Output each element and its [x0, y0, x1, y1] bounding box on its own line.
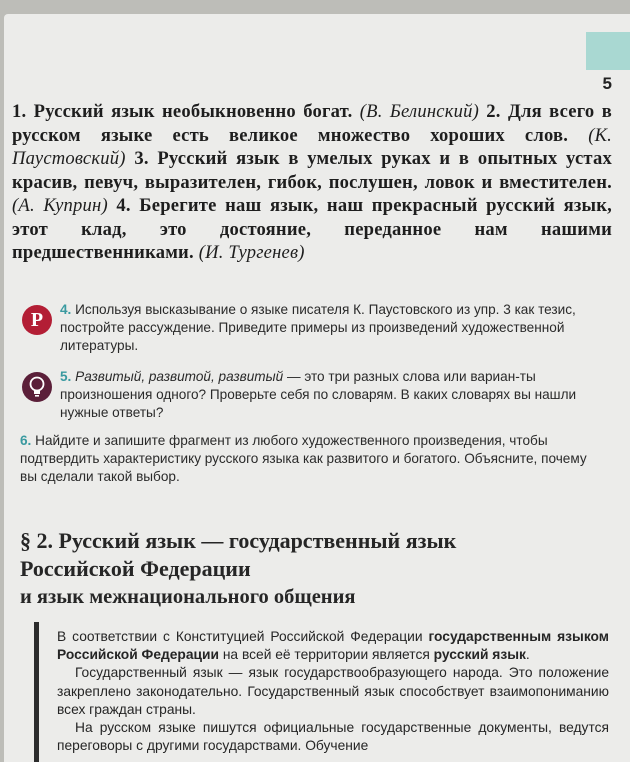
rule-paragraph-1	[57, 628, 609, 664]
task-6-text: Найдите и запишите фрагмент из любого художественного произведения, чтобы подтвердить характеристику русского языка как развитого и богатого. Объясните, почему вы сделали такой выбор.	[20, 433, 587, 484]
task-6-number: 6.	[20, 433, 32, 448]
quote-4: 4. Берегите наш язык, наш прекрасный русский язык, этот клад, это достояние, переданное нам нашими предшественниками.	[12, 195, 612, 263]
quotes-paragraph	[12, 100, 612, 265]
task-5-text: — это три разных слова или вариан-ты произношения одного? Проверьте себя по словарям. В каких словарях вы нашли нужные ответы?	[60, 369, 577, 420]
rule-paragraph-2: Государственный язык — язык государствообразующего народа. Это положение закреплено законодательно. Государственный язык способствует взаимопониманию всех граждан страны.	[57, 665, 609, 717]
rule-box	[34, 622, 609, 762]
task-4-number: 4.	[60, 302, 72, 317]
section-heading-line-3: и язык межнационального общения	[20, 586, 356, 608]
section-heading-line-1: § 2. Русский язык — государственный язык	[20, 528, 457, 553]
task-5-number: 5.	[60, 369, 72, 384]
quote-2: 2. Для всего в русском языке есть великое множество хороших слов.	[12, 101, 612, 146]
rule-text: на всей её территории является	[218, 647, 434, 663]
speech-development-icon: Р	[22, 305, 52, 335]
task-6	[20, 432, 600, 486]
rule-text: В соответствии с Конституцией Российской Федерации	[57, 629, 429, 644]
task-5	[60, 368, 600, 422]
quote-3: 3. Русский язык в умелых руках и в опытных устах красив, певуч, выразителен, гибок, послушен, ловок и вместителен.	[12, 148, 612, 193]
rule-paragraph-3: На русском языке пишутся официальные государственные документы, ведутся переговоры с другими государствами. Обучение	[57, 720, 609, 754]
lightbulb-icon	[22, 372, 52, 402]
task-4	[60, 301, 600, 355]
quote-1-author: (В. Белинский)	[359, 101, 479, 122]
task-4-text: Используя высказывание о языке писателя К. Паустовского из упр. 3 как тезис, постройте рассуждение. Приведите примеры из произведений художественной литературы.	[60, 302, 576, 353]
section-heading-line-2: Российской Федерации	[20, 556, 251, 581]
rule-text: .	[525, 647, 530, 663]
rule-bold-term: государственным языком Российской Федерации	[57, 629, 610, 663]
section-heading	[20, 527, 610, 611]
quote-2-author: (К. Паустовский)	[12, 124, 612, 169]
textbook-page	[4, 14, 630, 762]
rule-bold-term: русский язык	[433, 647, 526, 663]
quote-3-author: (А. Куприн)	[12, 195, 108, 216]
task-5-words: Развитый, развитой, развитый	[75, 369, 284, 384]
quote-1: 1. Русский язык необыкновенно богат.	[12, 101, 353, 122]
page-edge-tab	[586, 32, 630, 70]
quote-4-author: (И. Тургенев)	[198, 242, 305, 263]
page-number: 5	[602, 74, 612, 93]
